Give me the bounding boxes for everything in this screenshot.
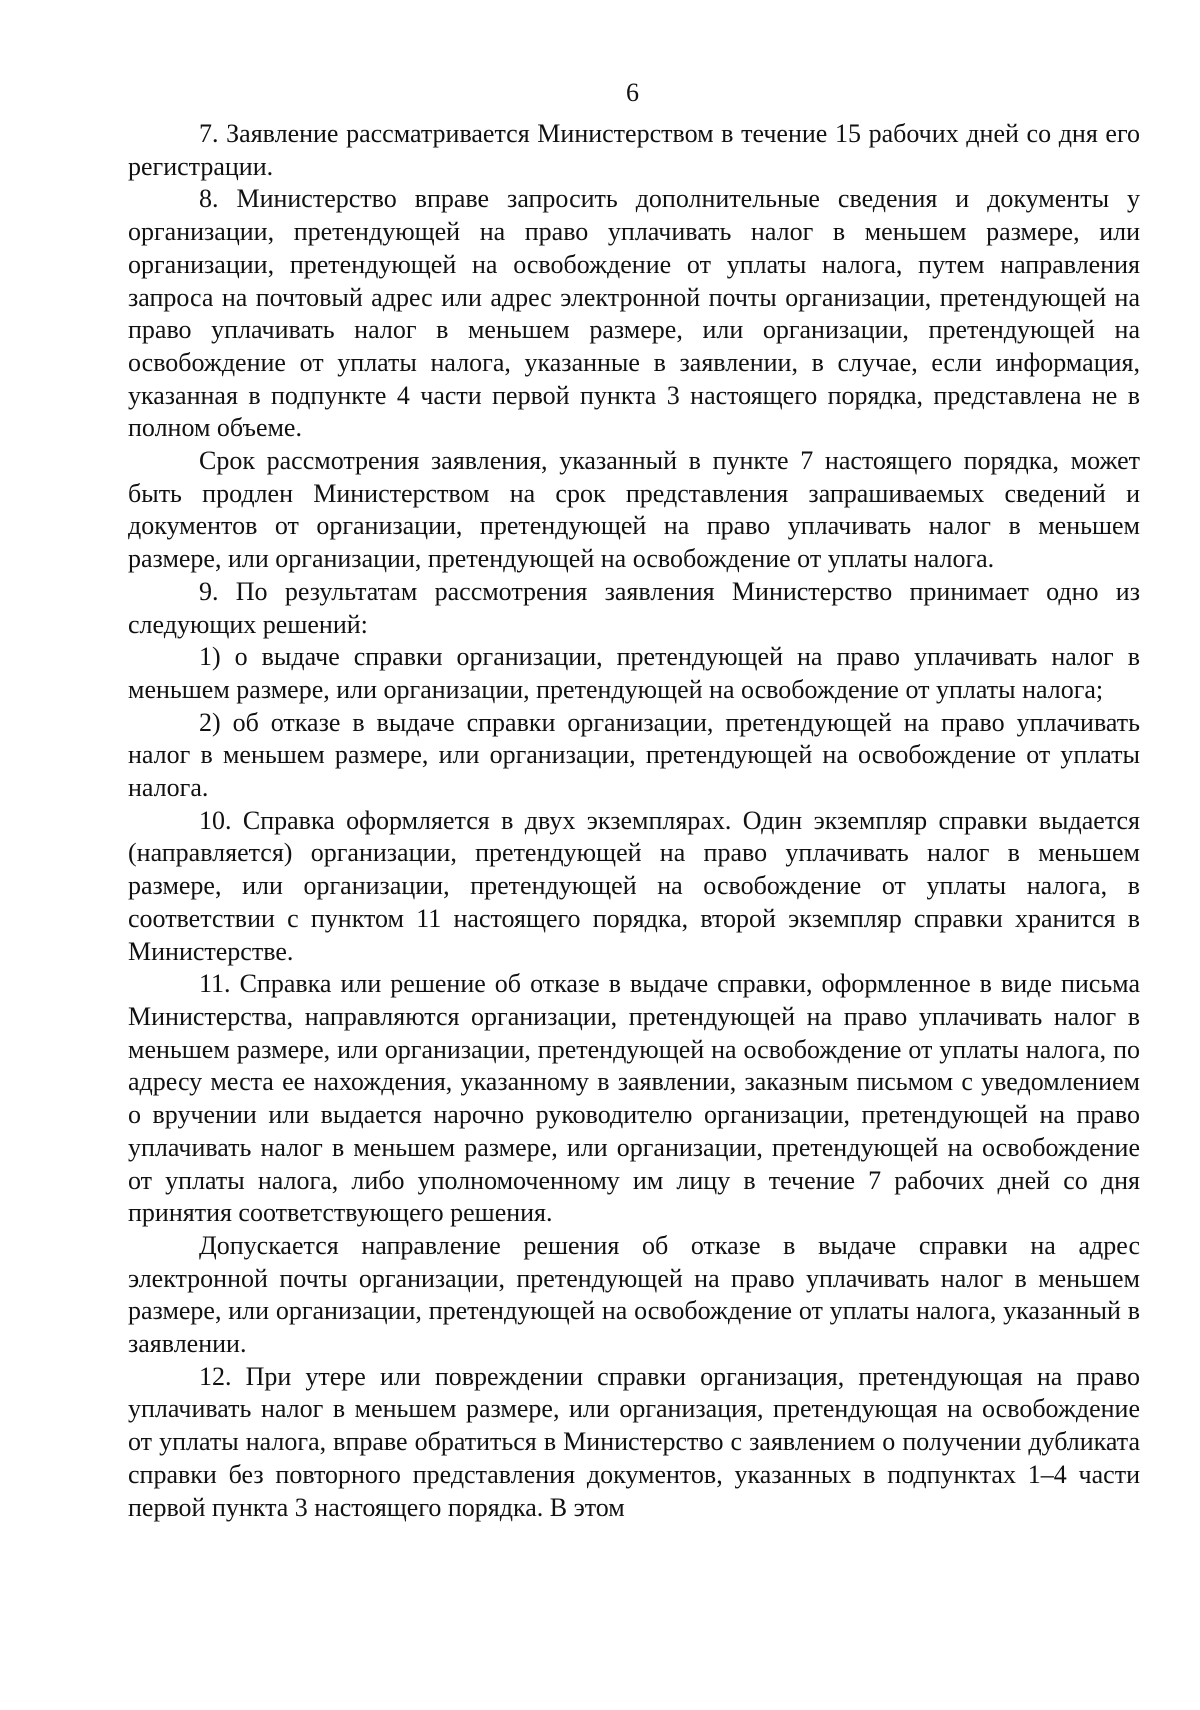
document-body <box>128 118 1140 1524</box>
paragraph-9: 9. По результатам рассмотрения заявления Министерство принимает одно из следующих решений: <box>128 576 1140 639</box>
page-number: 6 <box>626 78 639 107</box>
paragraph-11: 11. Справка или решение об отказе в выдаче справки, оформленное в виде письма Министерства, направляются организации, претендующей на право уплачивать налог в меньшем размере, или организации, претендующей на освобождение от уплаты налога, по адресу места ее нахождения, указанному в заявлении, заказным письмом с уведомлением о вручении или выдается нарочно руководителю организации, претендующей на право уплачивать налог в меньшем размере, или организации, претендующей на освобождение от уплаты налога, либо уполномоченному им лицу в течение 7 рабочих дней со дня принятия соответствующего решения. <box>128 969 1140 1228</box>
paragraph-8-term: Срок рассмотрения заявления, указанный в пункте 7 настоящего порядка, может быть продлен Министерством на срок представления запрашиваемых сведений и документов от организации, претендующей на право уплачивать налог в меньшем размере, или организации, претендующей на освобождение от уплаты налога. <box>128 446 1140 574</box>
paragraph-7: 7. Заявление рассматривается Министерством в течение 15 рабочих дней со дня его регистрации. <box>128 119 1140 181</box>
paragraph-9-item-1: 1) о выдаче справки организации, претендующей на право уплачивать налог в меньшем размере, или организации, претендующей на освобождение от уплаты налога; <box>128 642 1140 704</box>
paragraph-12: 12. При утере или повреждении справки организация, претендующая на право уплачивать налог в меньшем размере, или организация, претендующая на освобождение от уплаты налога, вправе обратиться в Министерство с заявлением о получении дубликата справки без повторного представления документов, указанных в подпунктах 1–4 части первой пункта 3 настоящего порядка. В этом <box>128 1361 1140 1522</box>
paragraph-9-item-2: 2) об отказе в выдаче справки организации, претендующей на право уплачивать налог в меньшем размере, или организации, претендующей на освобождение от уплаты налога. <box>128 707 1140 803</box>
paragraph-8: 8. Министерство вправе запросить дополнительные сведения и документы у организации, претендующей на право уплачивать налог в меньшем размере, или организации, претендующей на освобождение от уплаты налога, путем направления запроса на почтовый адрес или адрес электронной почты организации, претендующей на право уплачивать налог в меньшем размере, или организации, претендующей на освобождение от уплаты налога, указанные в заявлении, в случае, если информация, указанная в подпункте 4 части первой пункта 3 настоящего порядка, представлена не в полном объеме. <box>128 184 1140 443</box>
paragraph-10: 10. Справка оформляется в двух экземплярах. Один экземпляр справки выдается (направляется) организации, претендующей на право уплачивать налог в меньшем размере, или организации, претендующей на освобождение от уплаты налога, в соответствии с пунктом 11 настоящего порядка, второй экземпляр справки хранится в Министерстве. <box>128 805 1140 966</box>
paragraph-11-email: Допускается направление решения об отказе в выдаче справки на адрес электронной почты организации, претендующей на право уплачивать налог в меньшем размере, или организации, претендующей на освобождение от уплаты налога, указанный в заявлении. <box>128 1230 1140 1359</box>
